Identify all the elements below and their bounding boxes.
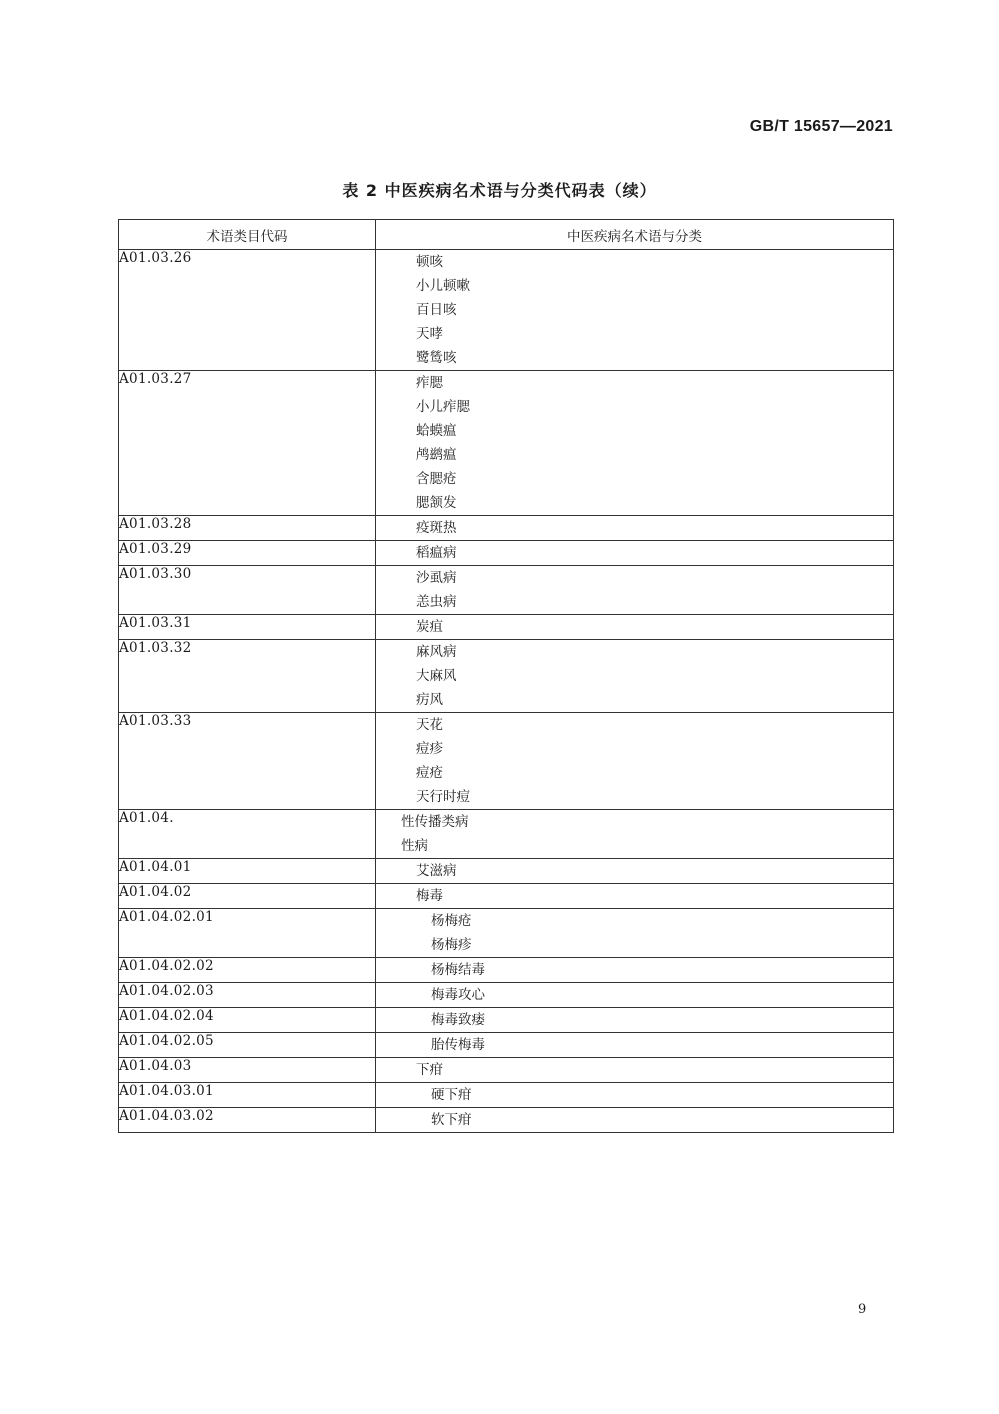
terms-cell [376,615,894,640]
terms-cell [376,566,894,615]
disease-term: 痘疹 [416,741,443,757]
table-row [119,1033,894,1058]
terms-cell [376,983,894,1008]
disease-term: 恙虫病 [416,594,457,610]
table-row [119,615,894,640]
disease-term: 炭疽 [416,619,443,635]
category-code: A01.04. [119,810,376,859]
disease-term: 腮颔发 [416,495,457,511]
table-row [119,516,894,541]
table-row [119,250,894,371]
disease-term: 麻风病 [416,644,457,660]
terms-cell [376,810,894,859]
disease-term: 天花 [416,717,443,733]
table-body [119,250,894,1133]
terms-cell [376,371,894,516]
table-row [119,640,894,713]
category-code: A01.04.01 [119,859,376,884]
disease-term: 梅毒 [416,888,443,904]
category-code: A01.03.28 [119,516,376,541]
category-code: A01.03.32 [119,640,376,713]
disease-term: 痄腮 [416,375,443,391]
disease-term: 蛤蟆瘟 [416,423,457,439]
terms-cell [376,1033,894,1058]
disease-term: 天行时痘 [416,789,470,805]
disease-term: 下疳 [416,1062,443,1078]
category-code: A01.03.30 [119,566,376,615]
disease-term: 疠风 [416,692,443,708]
disease-term: 梅毒致痿 [431,1012,485,1028]
disease-term: 稻瘟病 [416,545,457,561]
disease-term: 性传播类病 [401,814,469,830]
category-code: A01.04.02.01 [119,909,376,958]
disease-term: 大麻风 [416,668,457,684]
terms-cell [376,541,894,566]
terms-cell [376,640,894,713]
terms-cell [376,909,894,958]
terms-cell [376,516,894,541]
disease-term: 百日咳 [416,302,457,318]
disease-term: 含腮疮 [416,471,457,487]
table-row [119,958,894,983]
table-row [119,1058,894,1083]
table-header-row [119,220,894,250]
disease-term: 胎传梅毒 [431,1037,485,1053]
disease-term: 杨梅疹 [431,937,472,953]
disease-term: 天哮 [416,326,443,342]
standard-number: GB/T 15657—2021 [749,118,893,135]
table-row [119,884,894,909]
category-code: A01.04.02.04 [119,1008,376,1033]
terms-cell [376,1108,894,1133]
category-code: A01.04.03 [119,1058,376,1083]
disease-term: 杨梅结毒 [431,962,485,978]
disease-term: 小儿顿嗽 [416,278,470,294]
table-row [119,541,894,566]
category-code: A01.04.03.01 [119,1083,376,1108]
disease-term: 性病 [401,838,428,854]
table-row [119,983,894,1008]
terms-cell [376,859,894,884]
disease-term: 小儿痄腮 [416,399,470,415]
table-row [119,810,894,859]
category-code: A01.04.02.05 [119,1033,376,1058]
category-code: A01.03.31 [119,615,376,640]
table-row [119,1008,894,1033]
terms-cell [376,1083,894,1108]
disease-term: 杨梅疮 [431,913,472,929]
table-row [119,1083,894,1108]
disease-term: 软下疳 [431,1112,472,1128]
category-code: A01.04.03.02 [119,1108,376,1133]
disease-term: 沙虱病 [416,570,457,586]
page-number: 9 [858,1302,867,1317]
category-code: A01.03.29 [119,541,376,566]
category-code: A01.03.27 [119,371,376,516]
terms-cell [376,958,894,983]
category-code: A01.04.02.02 [119,958,376,983]
category-code: A01.03.26 [119,250,376,371]
disease-term: 痘疮 [416,765,443,781]
terms-cell [376,1008,894,1033]
category-code: A01.04.02.03 [119,983,376,1008]
table-caption: 表 2 中医疾病名术语与分类代码表（续） [342,181,657,200]
disease-term: 顿咳 [416,254,443,270]
header-code: 术语类目代码 [119,220,376,250]
table-row [119,371,894,516]
terms-cell [376,884,894,909]
disease-term: 硬下疳 [431,1087,472,1103]
header-terms: 中医疾病名术语与分类 [376,220,894,250]
category-code: A01.04.02 [119,884,376,909]
terms-cell [376,1058,894,1083]
terms-cell [376,250,894,371]
disease-term: 鸬鹚瘟 [416,447,457,463]
category-code: A01.03.33 [119,713,376,810]
table-row [119,859,894,884]
table-row [119,1108,894,1133]
table-row [119,566,894,615]
terms-table [118,219,894,1133]
table-row [119,909,894,958]
disease-term: 艾滋病 [416,863,457,879]
table-row [119,713,894,810]
disease-term: 梅毒攻心 [431,987,485,1003]
disease-term: 疫斑热 [416,520,457,536]
terms-cell [376,713,894,810]
disease-term: 鹭鸶咳 [416,350,457,366]
